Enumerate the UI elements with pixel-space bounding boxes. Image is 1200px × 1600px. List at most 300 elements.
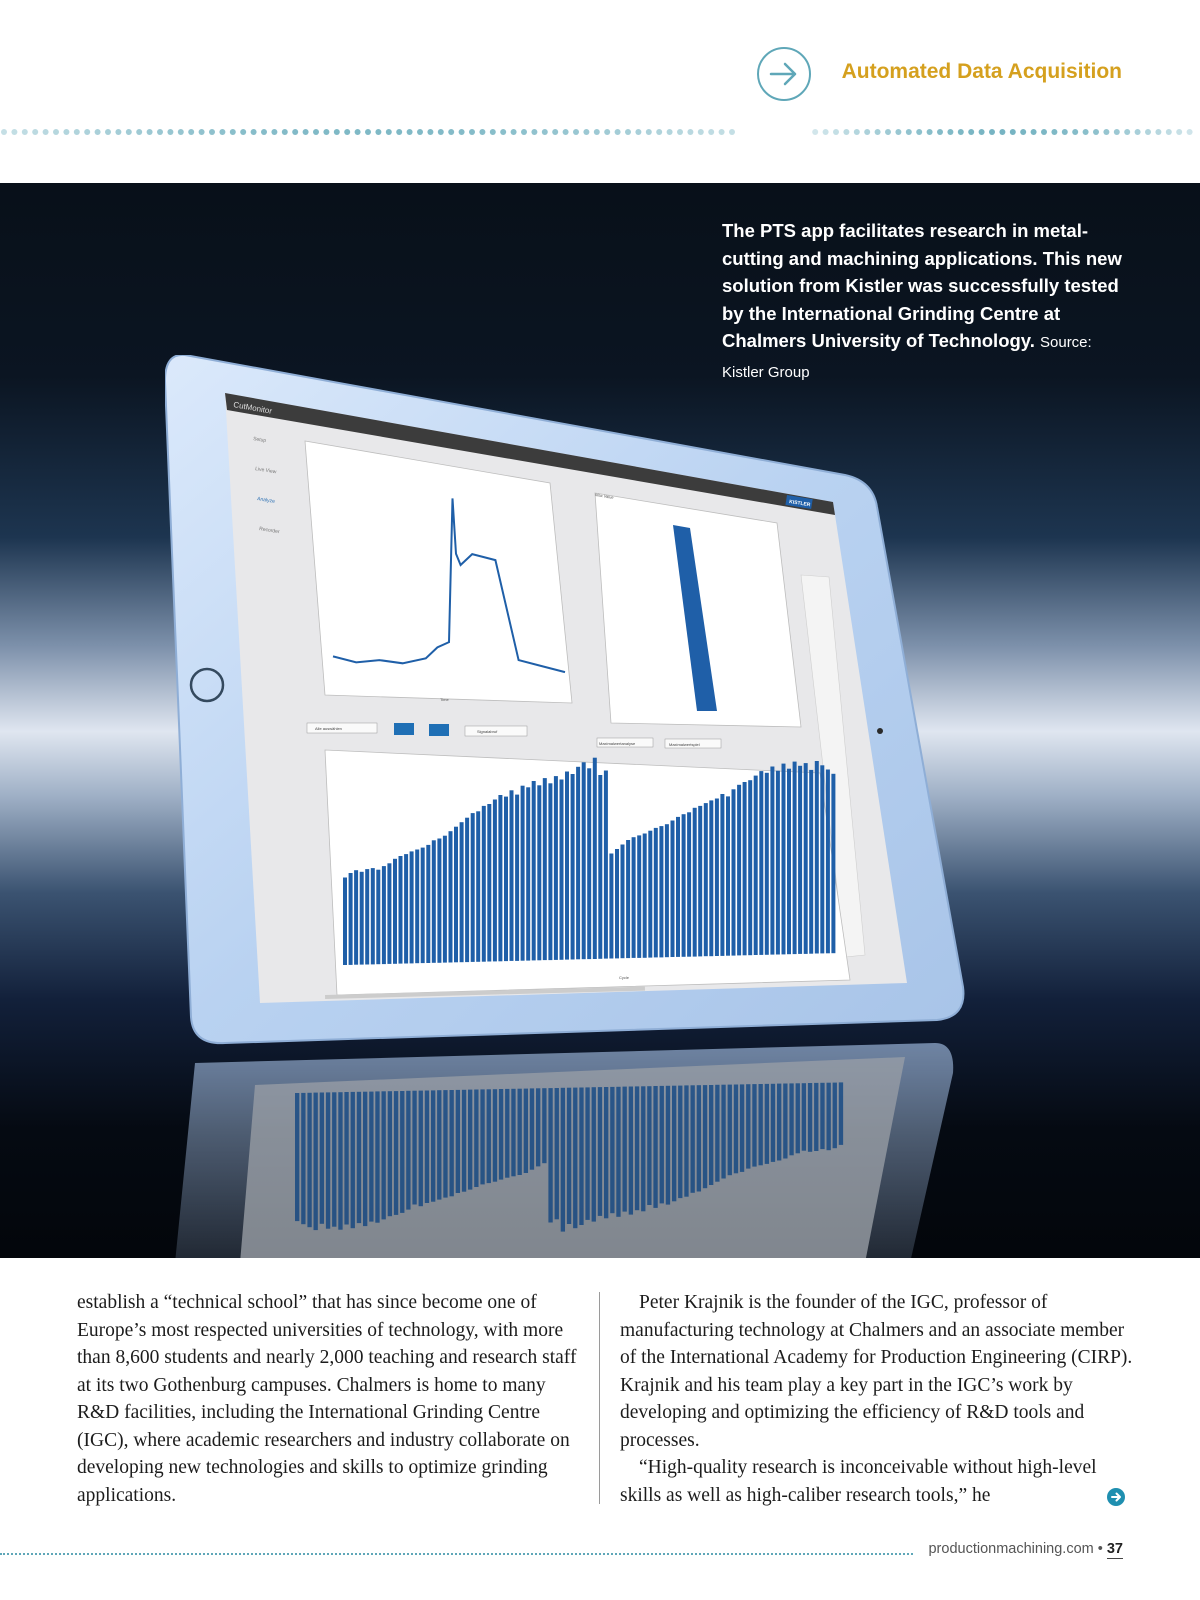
reflection-bar <box>332 1092 336 1226</box>
dotted-divider <box>0 127 1200 137</box>
divider-dot <box>885 129 891 135</box>
article-paragraph: Peter Krajnik is the founder of the IGC, professor of manufacturing technology at Chalmers and an associate member of the International Academy for Production Engineering (CIRP). Krajnik and his team play a key part in the IGC’s work by developing and optimizing the efficiency of R&D tools and processes. <box>620 1292 1133 1451</box>
cycle-bar <box>671 821 675 958</box>
reflection-bar <box>647 1086 651 1205</box>
reflection-bar <box>425 1091 429 1204</box>
divider-dot <box>63 129 69 135</box>
cycle-bar <box>482 806 486 962</box>
nav-live-view: Live View <box>254 466 277 476</box>
cycle-bar <box>504 797 508 962</box>
divider-dot <box>823 129 829 135</box>
reflection-bar <box>827 1083 831 1151</box>
cycle-bar <box>382 866 386 964</box>
divider-dot <box>1155 129 1161 135</box>
divider-dot <box>355 129 361 135</box>
cycle-bar <box>732 789 736 955</box>
cycle-bar <box>498 795 502 961</box>
reflection-bar <box>487 1089 491 1183</box>
reflection-bar <box>796 1083 800 1153</box>
reflection-bar <box>833 1083 837 1149</box>
auto-max-toggle <box>394 723 414 735</box>
cycle-bar <box>510 790 514 961</box>
divider-dot <box>386 129 392 135</box>
nav-setup: Setup <box>252 436 267 445</box>
cycle-bar <box>809 770 813 954</box>
reflection-bar <box>369 1092 373 1222</box>
divider-dot <box>895 129 901 135</box>
cycle-bar <box>831 774 835 953</box>
divider-dot <box>573 129 579 135</box>
reflection-bar <box>536 1088 540 1166</box>
divider-dot <box>511 129 517 135</box>
reflection-bar <box>524 1089 528 1173</box>
reflection-bar <box>715 1085 719 1182</box>
divider-dot <box>459 129 465 135</box>
reflection-bar <box>740 1084 744 1172</box>
reflection-bar <box>604 1087 608 1218</box>
cycle-bar <box>648 831 652 958</box>
reflection-bar <box>734 1085 738 1174</box>
reflection-bar <box>759 1084 763 1165</box>
reflection-bar <box>771 1084 775 1162</box>
section-title: Automated Data Acquisition <box>841 60 1122 83</box>
divider-dot <box>147 129 153 135</box>
reflection-bar <box>561 1088 565 1232</box>
divider-dot <box>656 129 662 135</box>
cycle-bar <box>537 785 541 960</box>
reflection-bar <box>691 1085 695 1193</box>
reflection-bar <box>394 1091 398 1215</box>
cycle-bar <box>543 778 547 960</box>
reflection-bar <box>351 1092 355 1228</box>
divider-dot <box>303 129 309 135</box>
reflection-bar <box>783 1084 787 1159</box>
reflection-bar <box>388 1091 392 1216</box>
cycle-bar <box>693 808 697 957</box>
divider-dot <box>1103 129 1109 135</box>
reflection-bar <box>808 1083 812 1152</box>
reflection-bar <box>629 1087 633 1215</box>
caption-text: The PTS app facilitates research in metal-cutting and machining applications. This new solution from Kistler was successfully tested by the International Grinding Centre at Chalmers University of Technology. <box>722 220 1122 351</box>
reflection-bar <box>573 1088 577 1229</box>
footer <box>928 1541 1123 1557</box>
reflection-bar <box>616 1087 620 1217</box>
footer-dotted-rule <box>0 1553 913 1555</box>
divider-dot <box>219 129 225 135</box>
kistler-logo-text: KISTLER <box>788 499 811 509</box>
cycle-bar <box>426 845 430 963</box>
divider-dot <box>427 129 433 135</box>
reflection-bar <box>530 1088 534 1169</box>
reflection-bar <box>406 1091 410 1210</box>
cycle-bar <box>526 787 530 960</box>
divider-dot <box>417 129 423 135</box>
divider-dot <box>199 129 205 135</box>
divider-dot <box>958 129 964 135</box>
divider-dot <box>178 129 184 135</box>
cycle-bar <box>571 774 575 960</box>
divider-dot <box>74 129 80 135</box>
cycle-bar <box>615 849 619 958</box>
reflection-bar <box>814 1083 818 1151</box>
cycle-bar <box>598 775 602 959</box>
divider-dot <box>812 129 818 135</box>
divider-dot <box>167 129 173 135</box>
reflection-bar <box>474 1090 478 1188</box>
signal-label: Signalabruf <box>477 729 498 734</box>
reflection-bar <box>357 1092 361 1223</box>
cycle-bar <box>754 776 758 955</box>
cycle-bar <box>387 863 391 964</box>
cycle-bar <box>515 795 519 961</box>
divider-dot <box>1114 129 1120 135</box>
display-select-value: Maximalwertspiel <box>669 742 700 747</box>
reflection-bar <box>320 1093 324 1224</box>
cycle-bar <box>715 799 719 957</box>
cycle-bar <box>437 839 441 963</box>
footer-site[interactable]: productionmachining.com <box>928 1541 1094 1557</box>
divider-dot <box>230 129 236 135</box>
reflection-bar <box>338 1092 342 1230</box>
divider-dot <box>552 129 558 135</box>
divider-dot <box>84 129 90 135</box>
divider-dot <box>271 129 277 135</box>
cycle-bar <box>782 764 786 955</box>
reflection-bar <box>548 1088 552 1222</box>
divider-dot <box>989 129 995 135</box>
divider-dot <box>1020 129 1026 135</box>
divider-dot <box>407 129 413 135</box>
cycle-bar <box>798 766 802 954</box>
divider-dot <box>1135 129 1141 135</box>
cycle-bar <box>376 870 380 965</box>
divider-dot <box>105 129 111 135</box>
cycle-bar <box>709 800 713 956</box>
divider-dot <box>157 129 163 135</box>
divider-dot <box>251 129 257 135</box>
reflection-bar <box>585 1087 589 1220</box>
cycle-bar <box>743 782 747 955</box>
divider-dot <box>188 129 194 135</box>
analysis-select-value: Maximalwertanalyse <box>599 741 636 746</box>
nav-analyze: Analyze <box>256 496 276 505</box>
signal-xlabel: Time <box>440 697 449 702</box>
cycle-bar <box>637 835 641 958</box>
reflection-bar <box>493 1089 497 1182</box>
divider-dot <box>53 129 59 135</box>
divider-dot <box>282 129 288 135</box>
divider-dot <box>698 129 704 135</box>
divider-dot <box>531 129 537 135</box>
cycle-bar <box>632 837 636 958</box>
reflection-bar <box>499 1089 503 1180</box>
cycle-bar <box>765 773 769 955</box>
page-number: 37 <box>1106 1541 1123 1557</box>
cycle-bar <box>698 806 702 957</box>
reflection-bar <box>412 1091 416 1205</box>
reflection-bar <box>721 1085 725 1179</box>
divider-dot <box>1072 129 1078 135</box>
reflection-bar <box>653 1086 657 1208</box>
divider-dot <box>1 129 7 135</box>
cycle-bar <box>582 762 586 959</box>
cycle-bar <box>815 761 819 954</box>
divider-dot <box>979 129 985 135</box>
divider-dot <box>11 129 17 135</box>
divider-dot <box>1166 129 1172 135</box>
divider-dot <box>313 129 319 135</box>
reflection-bar <box>480 1089 484 1184</box>
divider-dot <box>43 129 49 135</box>
reflection-bar <box>623 1087 627 1212</box>
reflection-bar <box>641 1086 645 1211</box>
reflection-bar <box>777 1084 781 1161</box>
divider-dot <box>937 129 943 135</box>
cycle-bar <box>793 762 797 955</box>
reflection-bar <box>382 1091 386 1219</box>
reflection-bar <box>295 1093 299 1221</box>
cycle-bar <box>621 845 625 959</box>
cycle-bar <box>443 836 447 963</box>
cycle-bar <box>687 812 691 956</box>
divider-dot <box>136 129 142 135</box>
divider-dot <box>864 129 870 135</box>
divider-dot <box>396 129 402 135</box>
divider-dot <box>22 129 28 135</box>
compensation-toggle <box>429 724 449 736</box>
divider-dot <box>479 129 485 135</box>
cycle-bar <box>354 870 358 965</box>
cycle-bar <box>410 851 414 963</box>
cycle-bar <box>704 803 708 956</box>
divider-dot <box>667 129 673 135</box>
reflection-bar <box>610 1087 614 1213</box>
reflection-bar <box>314 1093 318 1231</box>
cycle-bar <box>454 827 458 963</box>
reflection-bar <box>703 1085 707 1188</box>
reflection-bar <box>511 1089 515 1177</box>
cycle-bar <box>349 873 353 965</box>
reflection-bar <box>505 1089 509 1178</box>
reflection-bar <box>697 1085 701 1191</box>
cycle-bar <box>576 767 580 960</box>
cycle-bar <box>560 780 564 960</box>
divider-dot <box>1093 129 1099 135</box>
nav-recorder: Recorder <box>258 526 280 536</box>
reflection-bar <box>678 1086 682 1199</box>
divider-dot <box>261 129 267 135</box>
continue-arrow-icon[interactable] <box>1107 1488 1125 1506</box>
cycle-bar <box>471 813 475 962</box>
reflection-bar <box>468 1090 472 1190</box>
cycle-bar <box>548 783 552 960</box>
divider-dot <box>563 129 569 135</box>
divider-dot <box>448 129 454 135</box>
cycle-bar <box>487 804 491 962</box>
divider-dot <box>95 129 101 135</box>
app-title: CutMonitor <box>232 400 273 416</box>
divider-dot <box>521 129 527 135</box>
divider-dot <box>875 129 881 135</box>
reflection-bar <box>301 1093 305 1224</box>
reflection-bar <box>592 1087 596 1221</box>
divider-dot <box>1010 129 1016 135</box>
reflection-bar <box>672 1086 676 1202</box>
divider-dot <box>843 129 849 135</box>
divider-dot <box>927 129 933 135</box>
divider-dot <box>687 129 693 135</box>
reflection-bar <box>579 1088 583 1226</box>
reflection-bar <box>431 1090 435 1201</box>
cycle-bar <box>770 767 774 955</box>
column-divider <box>599 1292 600 1504</box>
cycle-bar <box>493 800 497 962</box>
article-column-left <box>77 1289 582 1509</box>
cycle-bar <box>626 840 630 958</box>
divider-dot <box>438 129 444 135</box>
reflection-bar <box>765 1084 769 1164</box>
cycle-bar <box>737 785 741 956</box>
reflection-bar <box>307 1093 311 1227</box>
divider-dot <box>1145 129 1151 135</box>
reflection-bar <box>443 1090 447 1198</box>
cycle-axis-label: Cycle <box>619 975 630 980</box>
cycle-bar <box>343 878 347 966</box>
cycle-bar <box>476 811 480 962</box>
cycle-bar <box>521 786 525 961</box>
reflection-bar <box>666 1086 670 1205</box>
divider-dot <box>490 129 496 135</box>
divider-dot <box>1031 129 1037 135</box>
reflection-bar <box>789 1083 793 1155</box>
reflection-bar <box>709 1085 713 1185</box>
reflection-bar <box>728 1085 732 1176</box>
cycle-bar <box>682 814 686 957</box>
max-value-label: Max Value <box>594 492 615 500</box>
cycle-bar <box>399 856 403 964</box>
divider-dot <box>625 129 631 135</box>
footer-separator: • <box>1097 1541 1103 1557</box>
reflection-bar <box>598 1087 602 1216</box>
divider-dot <box>906 129 912 135</box>
reflection-bar <box>363 1092 367 1226</box>
camera-dot <box>877 728 883 734</box>
cycle-bar <box>415 850 419 964</box>
cycle-bar <box>460 822 464 962</box>
cycle-bar <box>532 781 536 960</box>
divider-dot <box>729 129 735 135</box>
reflection-bar <box>437 1090 441 1199</box>
divider-dot <box>126 129 132 135</box>
article-column-right <box>620 1289 1135 1509</box>
divider-dot <box>542 129 548 135</box>
reflection-bar <box>542 1088 546 1163</box>
cycle-bar <box>676 817 680 957</box>
reflection-bar <box>518 1089 522 1175</box>
divider-dot <box>209 129 215 135</box>
divider-dot <box>677 129 683 135</box>
reflection-bar <box>567 1088 571 1224</box>
reflection-bar <box>462 1090 466 1192</box>
cycle-bar <box>726 796 730 955</box>
cycle-bar <box>659 826 663 957</box>
reflection-bar <box>419 1091 423 1207</box>
reflection-bar <box>684 1085 688 1196</box>
reflection-bar <box>746 1084 750 1168</box>
cycle-bar <box>759 771 763 955</box>
cycle-bar <box>565 772 569 960</box>
divider-dot <box>334 129 340 135</box>
cycle-bar <box>820 765 824 953</box>
cycle-bar <box>643 834 647 958</box>
divider-dot <box>292 129 298 135</box>
cycle-bar <box>360 872 364 965</box>
reflection-bar <box>802 1083 806 1151</box>
reflection-bar <box>660 1086 664 1204</box>
cycle-bar <box>371 868 375 964</box>
divider-dot <box>32 129 38 135</box>
cycle-bar <box>604 771 608 959</box>
cycle-bar <box>826 770 830 954</box>
divider-dot <box>916 129 922 135</box>
reflection-bar <box>344 1092 348 1225</box>
divider-dot <box>1176 129 1182 135</box>
cycle-bar <box>609 854 613 959</box>
cycle-bar <box>365 869 369 964</box>
cycle-bar <box>393 859 397 964</box>
reflection-bar <box>820 1083 824 1149</box>
reflection-bar <box>400 1091 404 1213</box>
divider-dot <box>854 129 860 135</box>
divider-dot <box>635 129 641 135</box>
reflection-bar <box>450 1090 454 1196</box>
cycle-bar <box>465 818 469 962</box>
reflection-bar <box>752 1084 756 1167</box>
tablet-reflection <box>165 1033 965 1258</box>
divider-dot <box>240 129 246 135</box>
cycle-bar <box>404 854 408 963</box>
divider-dot <box>375 129 381 135</box>
caption-source: Source: Kistler Group <box>722 334 1092 381</box>
divider-dot <box>323 129 329 135</box>
reflection-bar <box>839 1082 843 1145</box>
divider-dot <box>968 129 974 135</box>
reflection-bar <box>326 1092 330 1228</box>
divider-dot <box>1051 129 1057 135</box>
divider-dot <box>947 129 953 135</box>
divider-dot <box>1187 129 1193 135</box>
cycle-bar <box>787 769 791 955</box>
cycle-bar <box>654 828 658 958</box>
cycle-bar <box>665 824 669 957</box>
divider-dot <box>833 129 839 135</box>
divider-dot <box>115 129 121 135</box>
cycle-bar <box>776 771 780 955</box>
divider-dot <box>500 129 506 135</box>
divider-dot <box>1062 129 1068 135</box>
cycle-bar <box>432 840 436 963</box>
divider-dot <box>344 129 350 135</box>
divider-dot <box>604 129 610 135</box>
divider-dot <box>365 129 371 135</box>
divider-dot <box>708 129 714 135</box>
cycle-bar <box>593 758 597 959</box>
divider-dot <box>1124 129 1130 135</box>
reflection-bar <box>635 1086 639 1210</box>
cycle-bar <box>421 848 425 964</box>
feature-photo <box>0 183 1200 1258</box>
divider-dot <box>1041 129 1047 135</box>
